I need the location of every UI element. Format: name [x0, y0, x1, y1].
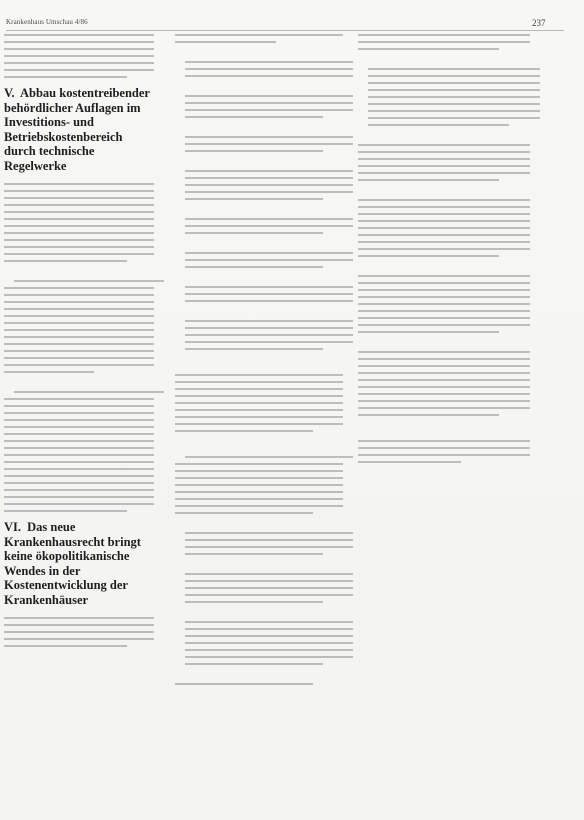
section-number: VI. [4, 520, 22, 534]
text-column-left [4, 34, 154, 808]
body-text-block [4, 34, 154, 78]
body-text-block [358, 34, 530, 463]
section-number: V. [4, 86, 15, 100]
section-title: Das neue Krankenhausrecht bringt keine ökopolitikanische Wendes in der Kostenentwicklung der Krankenhäuser [4, 520, 141, 607]
page-number: 237 [532, 18, 546, 28]
body-text-block [4, 617, 154, 647]
running-head: Krankenhaus Umschau 4/86 [6, 18, 88, 26]
body-text-block [175, 34, 343, 685]
body-text-block [4, 183, 154, 512]
section-heading-v [4, 86, 154, 173]
header-rule [6, 30, 564, 31]
section-title: Abbau kostentreibender behördlicher Auflagen im Investitions- und Betriebskostenbereich durch technische Regelwerke [4, 86, 150, 173]
section-heading-vi [4, 520, 154, 607]
text-column-right [358, 34, 530, 808]
text-column-middle [175, 34, 343, 808]
